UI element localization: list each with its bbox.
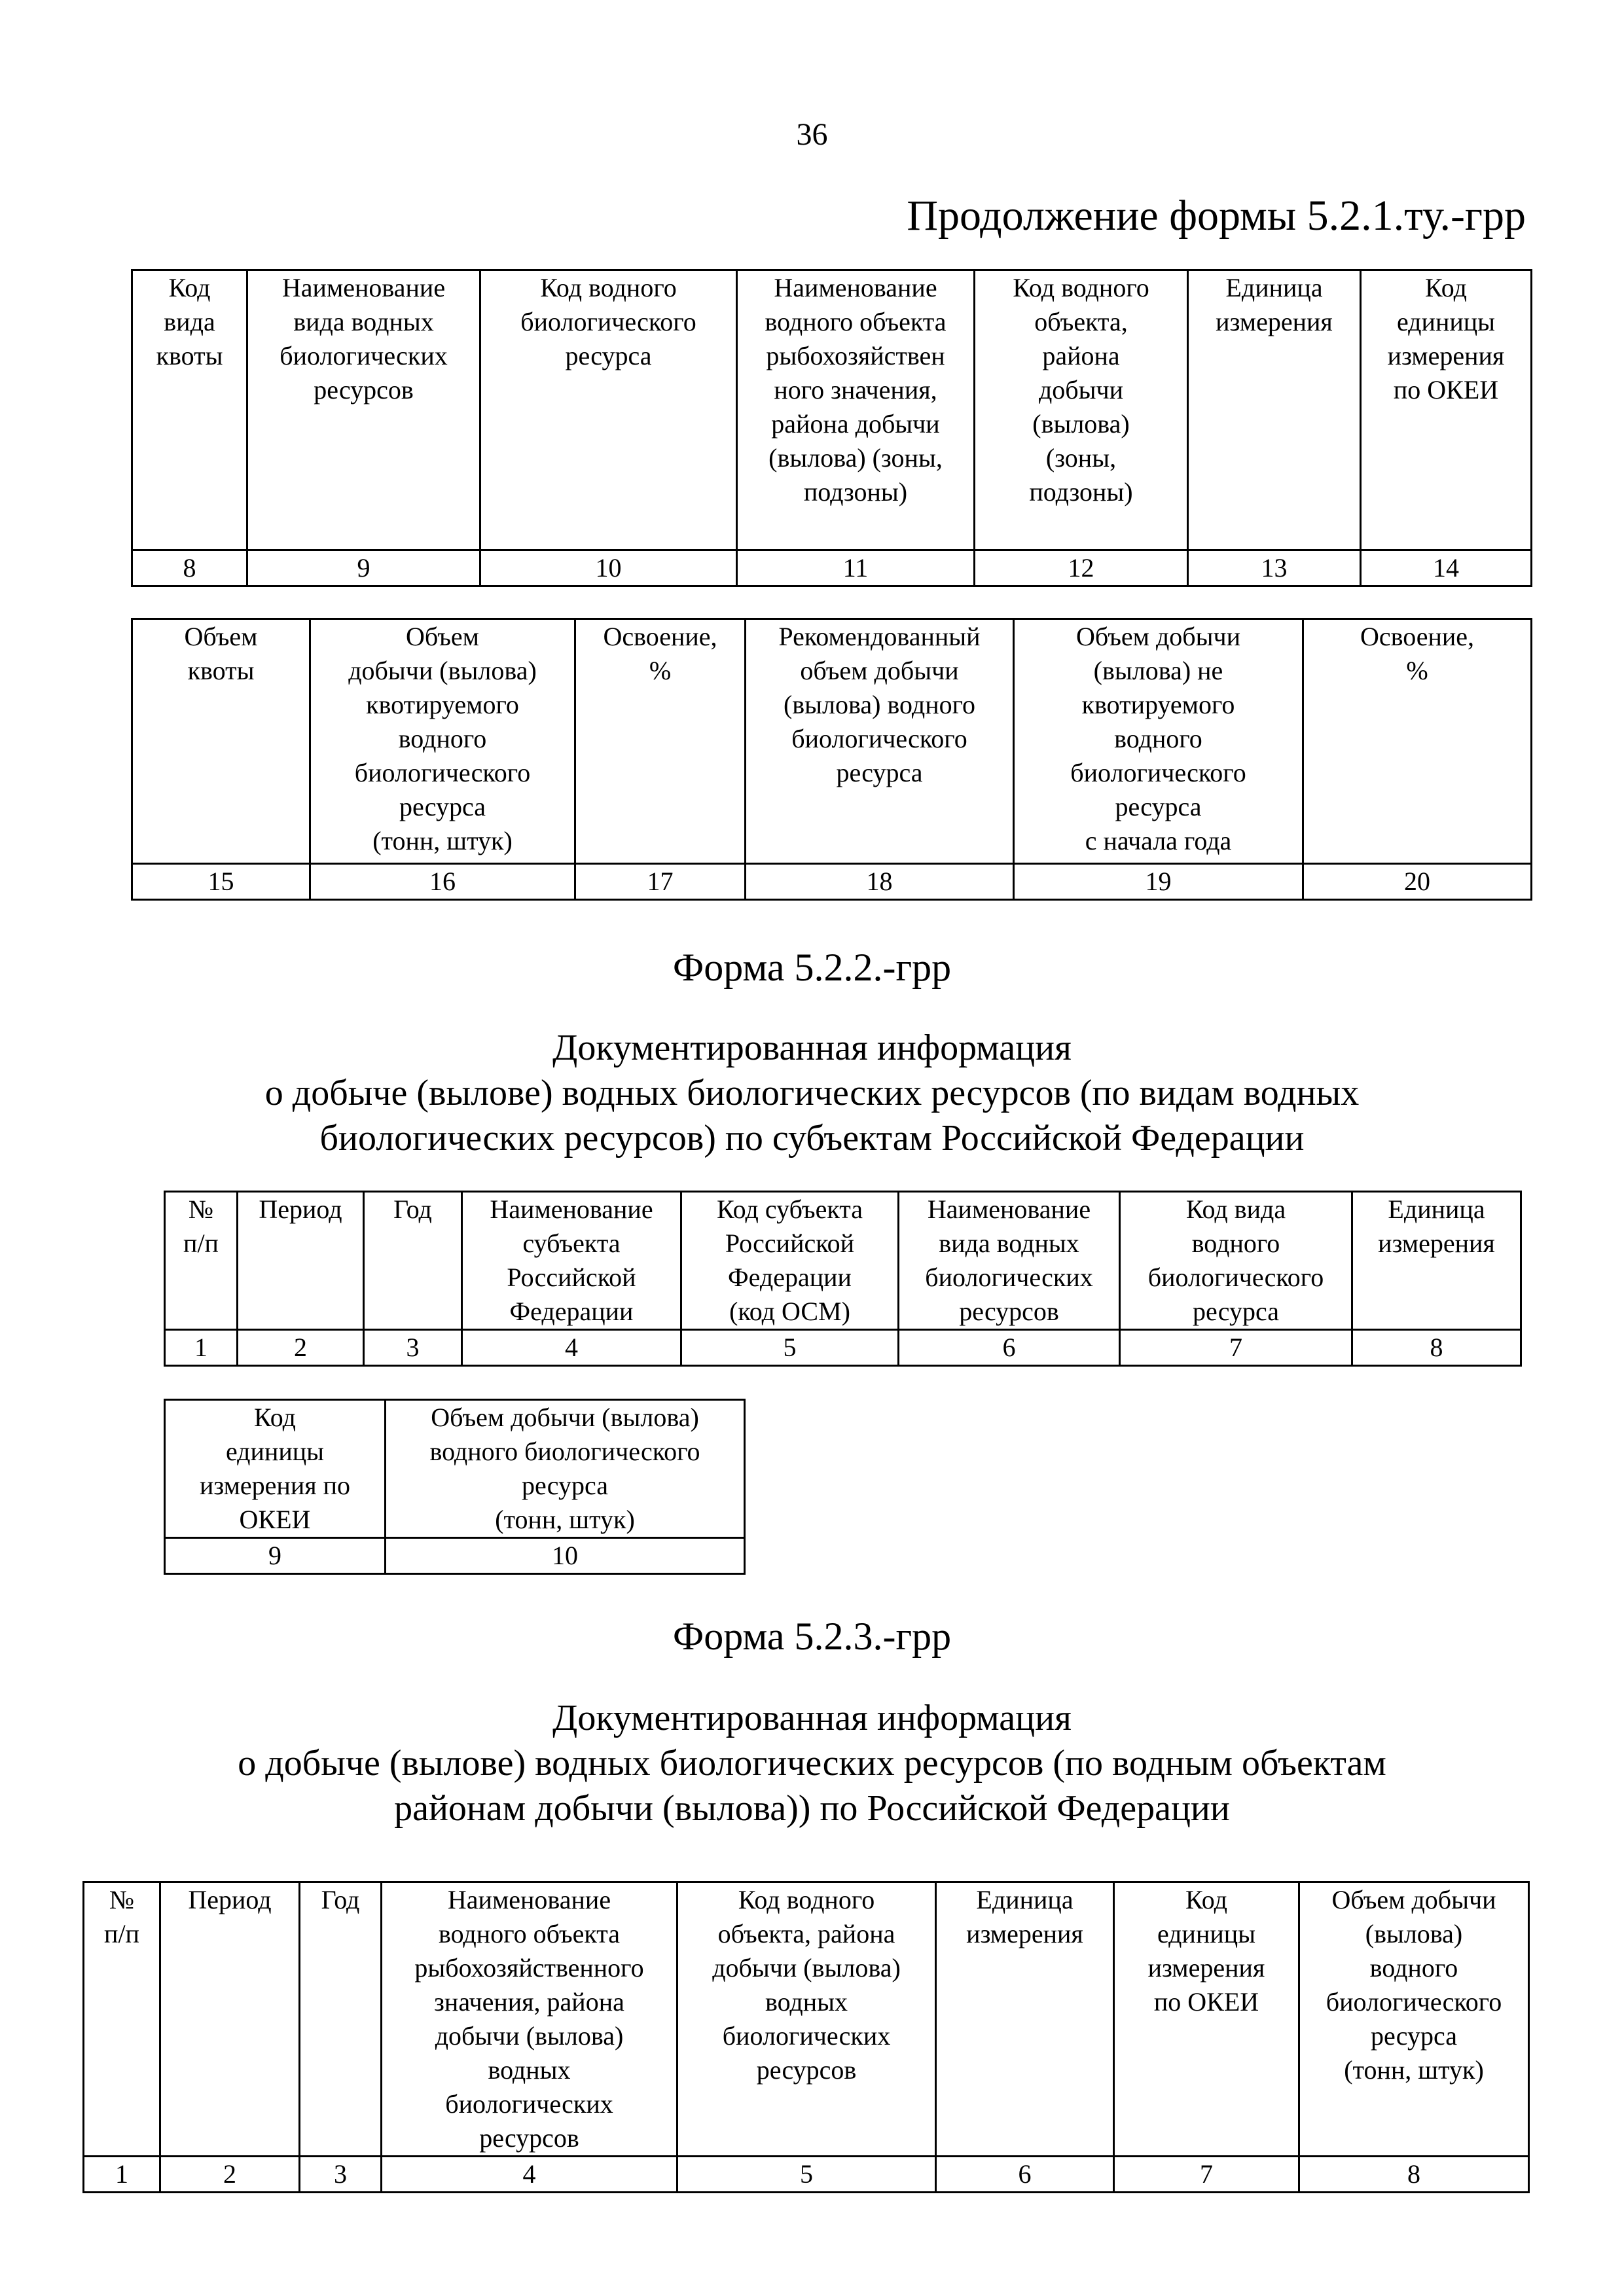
header-text-line: % [1406, 656, 1428, 685]
form-522-doc-title [0, 1026, 1624, 1161]
header-text-line: ресурса [1371, 2021, 1457, 2051]
header-text-line: Объем [184, 622, 258, 651]
header-text-line: № [109, 1885, 135, 1914]
col-water-body-name [737, 270, 975, 550]
form-523-doc-title [0, 1696, 1624, 1831]
doc-title-line: районам добычи (вылова)) по Российской Федерации [394, 1788, 1230, 1829]
header-text-line: Код [1425, 273, 1467, 302]
header-text-line: измерения [1216, 307, 1333, 336]
header-text-line: по ОКЕИ [1393, 375, 1499, 404]
header-text-line: Код [168, 273, 211, 302]
header-text-line: № [188, 1194, 214, 1224]
col-catch-volume [1299, 1882, 1529, 2157]
header-text-line: п/п [183, 1229, 219, 1258]
header-text-line: Наименование [490, 1194, 653, 1224]
col-number: 11 [737, 550, 975, 586]
header-text-line: Код водного [540, 273, 677, 302]
header-text-line: Период [259, 1194, 342, 1224]
header-text-line: добычи (вылова) [712, 1953, 901, 1982]
column-number-row [132, 864, 1532, 900]
column-number-row [165, 1330, 1521, 1366]
col-number: 9 [247, 550, 480, 586]
header-text-line: Наименование [927, 1194, 1091, 1224]
col-number: 3 [364, 1330, 462, 1366]
header-text-line: Российской [725, 1229, 855, 1258]
col-year [364, 1192, 462, 1330]
col-number: 4 [382, 2157, 677, 2193]
header-text-line: Наименование [281, 273, 446, 302]
header-text-line: объекта, района [717, 1919, 895, 1948]
col-number: 2 [238, 1330, 364, 1366]
header-text-line: (тонн, штук) [495, 1505, 635, 1534]
header-text-line: Объем добычи (вылова) [431, 1403, 699, 1432]
header-text-line: водного [1191, 1229, 1280, 1258]
header-text-line: (вылова) водного [783, 690, 976, 719]
page-number: 36 [796, 117, 828, 152]
header-text-line: водного [1114, 724, 1202, 753]
col-subject-code [681, 1192, 899, 1330]
col-row-number [84, 1882, 160, 2157]
col-number: 10 [480, 550, 737, 586]
header-text-line: Российской [507, 1263, 636, 1292]
col-number: 1 [165, 1330, 238, 1366]
header-text-line: ресурса [565, 341, 652, 370]
header-text-line: измерения [1387, 341, 1505, 370]
header-text-line: единицы [1396, 307, 1496, 336]
header-text-line: Код [254, 1403, 296, 1432]
col-unit [1352, 1192, 1521, 1330]
header-text-line: (вылова) [1032, 409, 1130, 439]
column-number-row [165, 1538, 745, 1574]
header-row [165, 1400, 745, 1538]
col-number: 20 [1303, 864, 1532, 900]
header-text-line: биологических [925, 1263, 1093, 1292]
header-text-line: ресурса [1193, 1297, 1279, 1326]
header-text-line: Федерации [509, 1297, 634, 1326]
header-text-line: Объем добычи [1075, 622, 1241, 651]
header-text-line: (вылова) [1365, 1919, 1463, 1948]
col-okei-code [165, 1400, 386, 1538]
col-number: 4 [462, 1330, 681, 1366]
form-521-table-part1 [131, 269, 1532, 587]
header-text-line: ресурса [1115, 792, 1202, 821]
header-text-line: Рекомендованный [778, 622, 981, 651]
header-text-line: добычи [1038, 375, 1124, 404]
col-quota-type-code [132, 270, 247, 550]
header-text-line: п/п [104, 1919, 139, 1948]
col-water-body-code [975, 270, 1188, 550]
header-text-line: района добычи [771, 409, 940, 439]
col-number: 6 [936, 2157, 1114, 2193]
header-text-line: Единица [976, 1885, 1074, 1914]
header-text-line: вида водных [293, 307, 434, 336]
col-number: 17 [575, 864, 746, 900]
doc-title-line: Документированная информация [552, 1028, 1072, 1068]
header-text-line: подзоны) [1029, 477, 1133, 507]
column-number-row [84, 2157, 1529, 2193]
header-text-line: Наименование [447, 1885, 611, 1914]
header-text-line: % [649, 656, 672, 685]
col-period [160, 1882, 300, 2157]
header-text-line: единицы [1157, 1919, 1256, 1948]
col-number: 1 [84, 2157, 160, 2193]
header-text-line: добычи (вылова) [348, 656, 537, 685]
header-text-line: (зоны, [1045, 443, 1117, 473]
col-number: 6 [899, 1330, 1120, 1366]
header-text-line: измерения [1378, 1229, 1495, 1258]
header-text-line: значения, района [434, 1987, 624, 2017]
col-number: 7 [1114, 2157, 1299, 2193]
header-text-line: Освоение, [1360, 622, 1475, 651]
col-number: 5 [681, 1330, 899, 1366]
header-text-line: водного объекта [438, 1919, 621, 1948]
header-text-line: Код субъекта [716, 1194, 863, 1224]
header-text-line: квотируемого [366, 690, 519, 719]
header-text-line: водных [765, 1987, 848, 2017]
form-523-table [82, 1881, 1530, 2193]
col-number: 9 [165, 1538, 386, 1574]
header-text-line: измерения [1147, 1953, 1265, 1982]
header-text-line: Объем добычи [1331, 1885, 1496, 1914]
col-number: 18 [746, 864, 1014, 900]
header-text-line: Наименование [774, 273, 937, 302]
col-nonquota-catch-volume [1014, 619, 1303, 864]
header-text-line: рыбохозяйствен [766, 341, 945, 370]
header-text-line: Код водного [738, 1885, 875, 1914]
header-text-line: измерения по [199, 1471, 351, 1500]
header-text-line: ресурса [836, 758, 923, 787]
col-quota-volume [132, 619, 310, 864]
header-text-line: по ОКЕИ [1153, 1987, 1259, 2017]
header-text-line: биологического [791, 724, 967, 753]
col-unit [1188, 270, 1361, 550]
col-catch-volume [386, 1400, 745, 1538]
header-text-line: (тонн, штук) [372, 826, 513, 855]
header-text-line: Объем [406, 622, 479, 651]
header-text-line: объекта, [1034, 307, 1128, 336]
header-text-line: квотируемого [1081, 690, 1235, 719]
continuation-title: Продолжение формы 5.2.1.ту.-грр [907, 192, 1526, 240]
header-text-line: Единица [1225, 273, 1323, 302]
col-year [300, 1882, 382, 2157]
header-row [84, 1882, 1529, 2157]
col-number: 10 [386, 1538, 745, 1574]
col-water-body-name [382, 1882, 677, 2157]
header-text-line: ресурса [522, 1471, 608, 1500]
header-text-line: ресурса [399, 792, 486, 821]
header-text-line: ресурсов [314, 375, 414, 404]
header-text-line: района [1042, 341, 1120, 370]
col-utilization-1 [575, 619, 746, 864]
header-text-line: Единица [1388, 1194, 1485, 1224]
header-text-line: водного [398, 724, 487, 753]
header-text-line: квоты [156, 341, 223, 370]
col-number: 5 [677, 2157, 936, 2193]
header-text-line: Год [393, 1194, 432, 1224]
col-recommended-volume [746, 619, 1014, 864]
header-text-line: с начала года [1085, 826, 1232, 855]
col-number: 16 [310, 864, 575, 900]
doc-title-line: о добыче (вылове) водных биологических ресурсов (по видам водных [264, 1073, 1360, 1113]
column-number-row [132, 550, 1532, 586]
col-number: 14 [1361, 550, 1532, 586]
header-text-line: биологического [1326, 1987, 1502, 2017]
col-utilization-2 [1303, 619, 1532, 864]
form-522-table-part1 [164, 1191, 1522, 1367]
col-number: 2 [160, 2157, 300, 2193]
header-text-line: ОКЕИ [239, 1505, 311, 1534]
header-text-line: ресурсов [479, 2123, 579, 2153]
header-text-line: водного биологического [429, 1437, 700, 1466]
header-text-line: Период [188, 1885, 272, 1914]
col-number: 12 [975, 550, 1188, 586]
col-number: 8 [132, 550, 247, 586]
col-resource-code [480, 270, 737, 550]
col-number: 19 [1014, 864, 1303, 900]
form-521-table-part2 [131, 618, 1532, 901]
doc-title-line: биологических ресурсов) по субъектам Российской Федерации [319, 1118, 1305, 1158]
header-text-line: ресурсов [756, 2055, 857, 2085]
col-number: 3 [300, 2157, 382, 2193]
header-text-line: добычи (вылова) [435, 2021, 624, 2051]
col-water-body-code [677, 1882, 936, 2157]
header-text-line: водного объекта [765, 307, 947, 336]
header-text-line: квоты [187, 656, 255, 685]
col-row-number [165, 1192, 238, 1330]
header-text-line: биологического [1147, 1263, 1324, 1292]
header-text-line: Федерации [728, 1263, 852, 1292]
header-text-line: субъекта [522, 1229, 621, 1258]
header-text-line: биологических [445, 2089, 613, 2119]
col-number: 8 [1299, 2157, 1529, 2193]
col-okei-code [1114, 1882, 1299, 2157]
col-species-name [899, 1192, 1120, 1330]
col-species-name [247, 270, 480, 550]
header-text-line: водного [1369, 1953, 1458, 1982]
header-text-line: Код водного [1013, 273, 1149, 302]
form-522-table-part2 [164, 1399, 746, 1575]
header-text-line: вида [164, 307, 215, 336]
header-text-line: биологических [280, 341, 448, 370]
col-number: 8 [1352, 1330, 1521, 1366]
header-text-line: Код вида [1185, 1194, 1286, 1224]
col-okei-code [1361, 270, 1532, 550]
col-period [238, 1192, 364, 1330]
header-text-line: (вылова) (зоны, [768, 443, 943, 473]
header-row [132, 270, 1532, 550]
col-number: 15 [132, 864, 310, 900]
header-text-line: водных [488, 2055, 571, 2085]
header-text-line: биологического [520, 307, 696, 336]
header-text-line: (тонн, штук) [1344, 2055, 1484, 2085]
header-text-line: единицы [225, 1437, 325, 1466]
header-text-line: вида водных [939, 1229, 1079, 1258]
doc-title-line: Документированная информация [552, 1698, 1072, 1738]
doc-title-line: о добыче (вылове) водных биологических ресурсов (по водным объектам [238, 1743, 1386, 1784]
col-unit [936, 1882, 1114, 2157]
header-text-line: измерения [966, 1919, 1083, 1948]
header-text-line: Код [1185, 1885, 1227, 1914]
col-species-code [1120, 1192, 1352, 1330]
col-subject-name [462, 1192, 681, 1330]
col-number: 7 [1120, 1330, 1352, 1366]
header-text-line: объем добычи [800, 656, 959, 685]
header-row [132, 619, 1532, 864]
form-523-title: Форма 5.2.3.-грр [672, 1615, 952, 1658]
header-text-line: биологического [354, 758, 531, 787]
header-row [165, 1192, 1521, 1330]
header-text-line: ресурсов [959, 1297, 1059, 1326]
header-text-line: биологических [722, 2021, 891, 2051]
header-text-line: (вылова) не [1093, 656, 1223, 685]
col-quota-catch-volume [310, 619, 575, 864]
col-number: 13 [1188, 550, 1361, 586]
header-text-line: Освоение, [603, 622, 717, 651]
header-text-line: (код ОСМ) [729, 1297, 850, 1326]
header-text-line: подзоны) [803, 477, 908, 507]
header-text-line: рыбохозяйственного [414, 1953, 644, 1982]
header-text-line: Год [321, 1885, 360, 1914]
header-text-line: биологического [1070, 758, 1246, 787]
form-522-title: Форма 5.2.2.-грр [672, 946, 952, 989]
header-text-line: ного значения, [774, 375, 937, 404]
